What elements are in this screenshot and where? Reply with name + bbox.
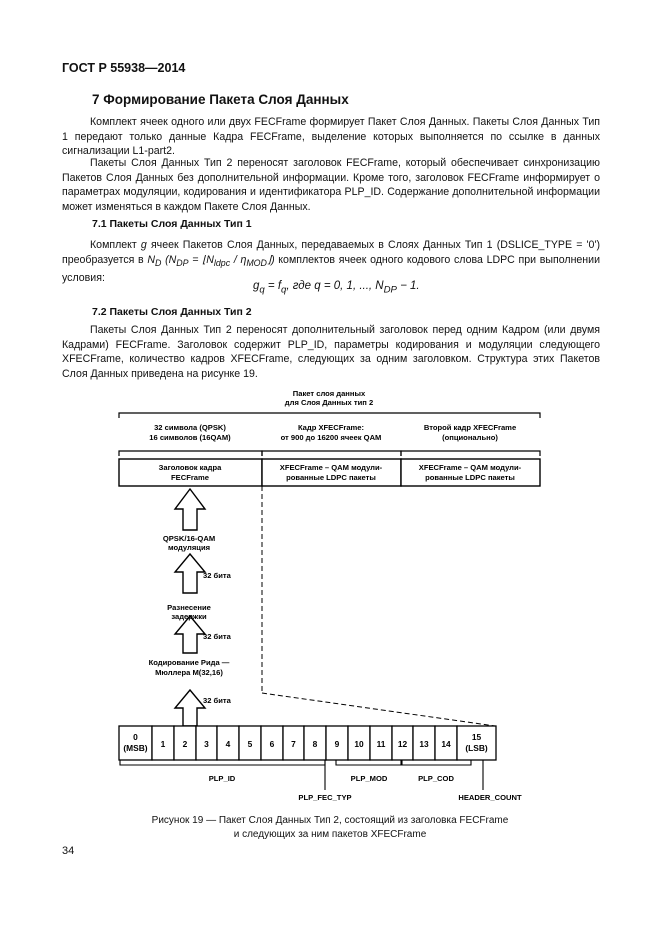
nd-open: (N <box>161 253 177 266</box>
stage-2-line-2: задержки <box>171 612 207 621</box>
segment-3-label-2: (опционально) <box>442 433 498 442</box>
bit-cell-label-0: 0 <box>133 732 138 742</box>
top-bracket <box>119 413 540 418</box>
stage-2-line-1: Разнесение <box>167 603 211 612</box>
bit-cell-label-10: 10 <box>354 739 364 749</box>
bit-cell-label-12: 12 <box>397 739 408 749</box>
nd-expr: N <box>147 253 156 266</box>
segment-2-bracket <box>262 451 401 456</box>
bit-cells <box>119 726 496 760</box>
bits-label-3: 32 бита <box>203 696 231 705</box>
p-text-3: комплектов ячеек одного кодового слова LDPC при выполнении условия: <box>62 253 600 284</box>
subsection-7-2-title: 7.2 Пакеты Слоя Данных Тип 2 <box>92 306 252 318</box>
figure-caption <box>120 814 540 841</box>
segment-3-bracket <box>401 451 540 456</box>
up-arrow-4-icon <box>175 690 205 726</box>
box-3-line-2: рованные LDPC пакеты <box>425 473 515 482</box>
subsection-7-2-paragraph: Пакеты Слоя Данных Тип 2 переносят дополнительный заголовок перед одним Кадром (или двумя Кадрами) FECFrame. Заголовок содержит PLP_ID, параметры кодирования и модуляции следующего XFECFrame, количество кадров XFECFrame, следующих за одним заголовком. Структура этих Пакетов Слоя Данных приведена на рисунке 19. <box>62 324 600 381</box>
nldpc-sub: ldpc <box>213 257 231 268</box>
nmod-sub: MOD <box>246 257 267 268</box>
section-paragraph-1: Комплект ячеек одного или двух FECFrame формирует Пакет Слоя Данных. Пакеты Слоя Данных Тип 1 передают только данные Кадра FECFrame, выделение которых выполняется по ссылке в данных сигнализации L1-part2. <box>62 116 600 158</box>
box-1-line-1: Заголовок кадра <box>158 463 222 472</box>
top-label-1: Пакет слоя данных <box>292 389 366 398</box>
bit-cell-label-6: 6 <box>269 739 275 749</box>
stage-1-line-1: QPSK/16-QAM <box>162 534 216 543</box>
up-arrow-2-icon <box>175 554 205 593</box>
field-header-count: HEADER_COUNT <box>458 793 522 802</box>
field-plp-id: PLP_ID <box>208 774 236 783</box>
top-label-2: для Слоя Данных тип 2 <box>284 398 374 407</box>
bit-cell-label-2: 2 <box>182 739 188 749</box>
box-3-line-1: XFECFrame – QAM модули- <box>418 463 522 472</box>
section-title: 7 Формирование Пакета Слоя Данных <box>92 92 349 107</box>
formula-eq: = f <box>264 280 282 292</box>
caption-line-1: Рисунок 19 — Пакет Слоя Данных Тип 2, состоящий из заголовка FECFrame <box>151 815 509 826</box>
stage-1-line-2: модуляция <box>167 543 211 552</box>
formula-rest: , где q = 0, 1, ..., N <box>286 280 384 292</box>
box-2-line-1: XFECFrame – QAM модули- <box>279 463 383 472</box>
caption-line-2: и следующих за ним пакетов XFECFrame <box>233 828 427 840</box>
formula-q: q <box>259 284 265 296</box>
brace-plp-mod <box>336 760 401 765</box>
bit-cell-label-4: 4 <box>225 739 231 749</box>
bit-cell-label-13: 13 <box>419 739 429 749</box>
subsection-7-1-title: 7.1 Пакеты Слоя Данных Тип 1 <box>92 218 252 230</box>
p-text-2: ячеек Пакетов Слоя Данных, передаваемых в Слоях Данных Тип 1 (DSLICE_TYPE = '0') преобразуется в <box>62 239 600 266</box>
bit-cell-label-1: 1 <box>160 739 166 749</box>
nd-eq: = ⌊N <box>188 253 214 266</box>
bits-label-2: 32 бита <box>203 632 231 641</box>
bit-cell-msb-label: (MSB) <box>123 743 148 753</box>
ndp-sub: DP <box>176 257 189 268</box>
p-var-g: g <box>140 239 147 251</box>
box-1-line-2: FECFrame <box>171 473 209 482</box>
bit-cell-lsb-label: (LSB) <box>465 743 488 753</box>
segment-1-label-2: 16 символов (16QAM) <box>149 433 231 442</box>
segment-1-bracket <box>119 451 262 456</box>
bit-cell-label-15: 15 <box>471 732 482 742</box>
bit-cell-label-11: 11 <box>376 739 386 749</box>
segment-1-label-1: 32 символа (QPSK) <box>154 423 226 432</box>
stage-3-line-2: Мюллера М(32,16) <box>155 668 223 677</box>
bit-cell-label-7: 7 <box>291 739 296 749</box>
bit-cell-label-14: 14 <box>441 739 451 749</box>
nd-div: / η <box>230 253 247 266</box>
stage-3-line-1: Кодирование Рида — <box>148 658 230 667</box>
formula-dp: DP <box>383 284 397 296</box>
page-number: 34 <box>62 845 75 857</box>
up-arrow-1-icon <box>175 489 205 530</box>
section-paragraph-2: Пакеты Слоя Данных Тип 2 переносят заголовок FECFrame, который обеспечивает синхронизацию Пакетов Слоя Данных без дополнительной информации. Кроме того, заголовок FECFrame информирует о параметрах модуляции, кодирования и идентификатора PLP_ID. Содержание дополнительной информации может изменяться в каждом Пакете Слоя Данных. <box>62 157 600 214</box>
document-header: ГОСТ Р 55938—2014 <box>62 61 186 75</box>
box-2-line-2: рованные LDPC пакеты <box>286 473 376 482</box>
segment-2-label-2: от 900 до 16200 ячеек QAM <box>280 433 382 442</box>
formula-g: g <box>253 280 260 292</box>
formula-end: − 1. <box>396 280 420 292</box>
bit-cell-label-5: 5 <box>247 739 253 749</box>
bit-cell-label-8: 8 <box>312 739 318 749</box>
field-plp-fec-typ: PLP_FEC_TYP <box>298 793 352 802</box>
field-plp-mod: PLP_MOD <box>350 774 388 783</box>
nd-sub: D <box>155 257 162 268</box>
bits-label-1: 32 бита <box>203 571 231 580</box>
p-text-1: Комплект <box>90 239 141 251</box>
bit-cell-label-9: 9 <box>334 739 340 749</box>
nd-close: ⌋) <box>266 253 275 266</box>
up-arrow-3-icon <box>175 616 205 653</box>
formula-q2: q <box>281 284 287 296</box>
brace-plp-cod <box>402 760 471 765</box>
projection-line-diagonal <box>262 693 495 726</box>
field-plp-cod: PLP_COD <box>418 774 454 783</box>
brace-plp-id <box>120 760 325 765</box>
segment-3-label-1: Второй кадр XFECFrame <box>423 423 517 432</box>
bit-cell-label-3: 3 <box>204 739 209 749</box>
segment-2-label-1: Кадр XFECFrame: <box>297 423 365 432</box>
